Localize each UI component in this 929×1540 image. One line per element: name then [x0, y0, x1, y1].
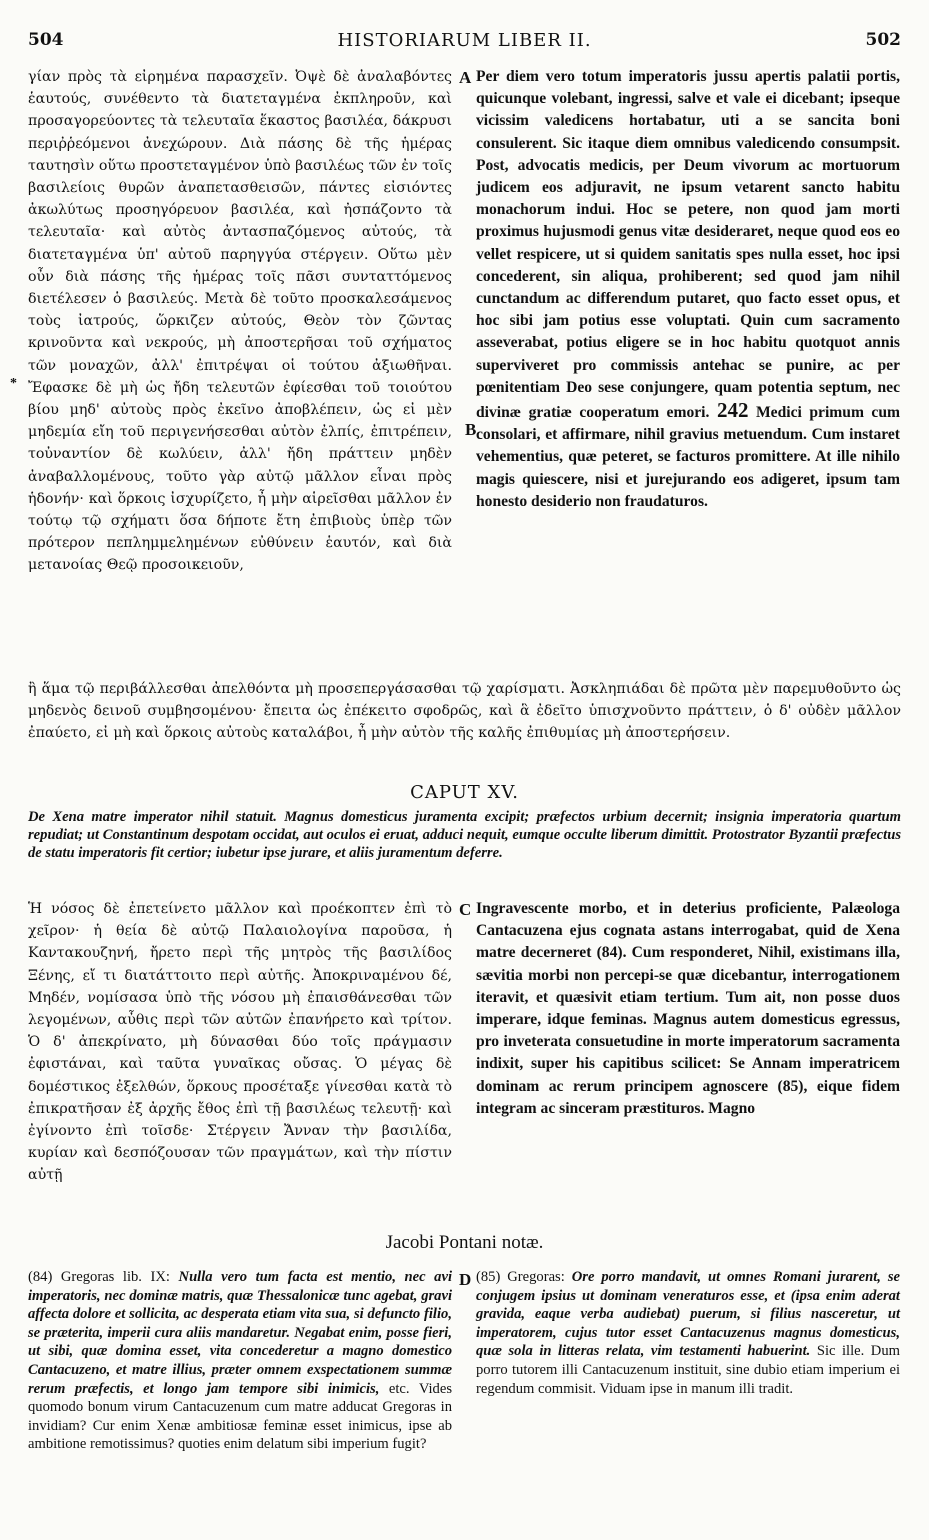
notes-column-left: [28, 1268, 452, 1454]
note-85-quote: Ore porro mandavit, ut omnes Romani jurarent, se conjugem ipsius ut dominam veneraturos esse, et (ipsa enim aderat gravida, eaque verba audiebat) puerum, si filius nasceretur, ut imperatorem, cujus tutor esset Cantacuzenus magnus domesticus, quæ sola in litteras relata, vim testamenti habuerint.: [476, 1269, 900, 1360]
note-84-quote: Nulla vero tum facta est mentio, nec avi imperatoris, nec dominæ matris, quæ Thessalonicæ tunc agebat, gravi affecta dolore et sollicita, ac desperata etiam vita sua, si defuncto filio, se præterita, imperii cura aliis mandaretur. Negabat enim, posse fieri, ut sibi, quæ domina esset, vita concederetur a magno domestico Cantacuzeno, et matre illius, præter omnem exspectationem summæ rerum præfectis, et longo jam tempore sibi inimicis,: [28, 1269, 452, 1397]
chapter-title: CAPUT XV.: [410, 782, 519, 803]
section-two-columns: [28, 898, 901, 1230]
right-page-number: 502: [865, 30, 901, 50]
latin-column-two: [476, 898, 900, 1120]
margin-mark-d: D: [459, 1270, 472, 1289]
chapter-block: [28, 782, 901, 882]
running-title: HISTORIARUM LIBER II.: [337, 30, 592, 51]
page-reference: 242: [716, 398, 749, 423]
greek-full-width-text: ἢ ἅμα τῷ περιβάλλεσθαι ἀπελθόντα μὴ προσεπεργάσασθαι τῷ χαρίσματι. Ἀσκληπιάδαι δὲ πρῶτα μὲν παρεμυθοῦντο ὡς μηδενὸς δεινοῦ συμβησομένου· ἔπειτα ὡς ἐπέκειτο σφοδρῶς, καὶ ἃ ἐδεῖτο ὑπισχνοῦντο πράττειν, ὁ δ' οὐδὲν μᾶλλον ἐπαύετο, εἰ μὴ καὶ ὅρκοις αὐτοὺς καταλάβοι, ἦ μὴν αὐτὸν τῆς καλῆς ἐπιθυμίας μὴ ἀποστερήσειν.: [28, 681, 901, 742]
running-header: [28, 30, 901, 54]
note-85-tail: Sic ille. Dum porro tutorem illi Cantacuzenum instituit, sine dubio etiam imperium ei regendum commisit. Viduam ipse in manum illi tradit.: [476, 1343, 900, 1397]
left-page-number: 504: [28, 30, 64, 50]
greek-full-width-block: [28, 678, 901, 745]
greek-column-one: [28, 66, 452, 577]
margin-mark-c: C: [459, 900, 472, 919]
latin-text-one-a: Per diem vero totum imperatoris jussu apertis palatii portis, quicunque volebant, ingressi, salve et vale ei dicebant; ipseque vicissim valedicens hortabatur, uti a se sancita boni consulerent. Sic itaque diem omnibus valedicendo consumpsit. Post, advocatis medicis, per Deum vivorum ac mortuorum judicem eos adjuravit, ne ipsum vetarent sancto habitu monachorum indui. Hoc se petere, non quod jam morti proximus hujusmodi genus vitæ desideraret, neque quod eos eo vellet respicere, ut si quidem sanitatis spes nulla esset, hoc ipsi concederent, sin aliqua, prohiberent; sed quod jam nihil cunctandum ac differendum putaret, quo facto esset opus, et hoc sibi jam potius esse voluptati. Quin cum sacramento asseverabat, potius eligere se in hoc habitu quotquot annis superviveret pro commissis antehac se punire, ac per pœnitentiam Deo sese conjungere, quam potentia septum, nec divinæ gratiæ cooperatum emori.: [476, 68, 900, 422]
margin-mark-a: A: [459, 68, 472, 87]
margin-mark-b: B: [465, 420, 477, 439]
note-85: [476, 1268, 900, 1398]
greek-text-two: Ἡ νόσος δὲ ἐπετείνετο μᾶλλον καὶ προέκοπτεν ἐπὶ τὸ χεῖρον· ἡ θεία δὲ αὐτῷ Παλαιολογίνα παροῦσα, ἡ Καντακουζηνή, ἤρετο περὶ τῆς μητρὸς τῆς βασιλίδος Ξένης, εἴ τι διατάττοιτο περὶ αὐτῆς. Ἀποκριναμένου δέ, Μηδέν, νομίσασα ὑπὸ τῆς νόσου μὴ ἐπαισθάνεσθαι τῶν λεγομένων, αὖθις περὶ τῶν αὐτῶν ἐπανήρετο καὶ τρίτον. Ὁ δ' ἀπεκρίνατο, μὴ δύνασθαι δύο τοῖς πράγμασιν ἐφιστάναι, καὶ ταῦτα γυναῖκας οὔσας. Ὁ μέγας δὲ δομέστικος ἐξελθών, ὅρκους προσέταξε γίνεσθαι κατὰ τὸ ἐπικρατῆσαν ἐξ ἀρχῆς ἔθος ἐπὶ τῇ βασιλέως τελευτῇ· καὶ ἐγίνοντο ἐπὶ τοῖσδε· Στέργειν Ἄνναν τὴν βασιλίδα, κυρίαν καὶ δεσπόζουσαν τῶν πραγμάτων, καὶ τὴν πίστιν αὐτῇ: [28, 901, 452, 1184]
greek-text-one: γίαν πρὸς τὰ εἰρημένα παρασχεῖν. Ὀψὲ δὲ ἀναλαβόντες ἑαυτούς, συνέθεντο τὰ διατεταγμένα ἐκπληροῦν, καὶ προσαγορεύοντες τὰ τελευταῖα ἕκαστος βασιλέα, δάκρυσι περιῤῥεόμενοι ἀνεχώρουν. Διὰ πάσης δὲ τῆς ἡμέρας ταυτησὶν οὕτω προστεταγμένον ὑπὸ βασιλέως τῶν ἐν τοῖς βασιλείοις θυρῶν ἀναπετασθεισῶν, πάντες εἰσιόντες ἀκωλύτως προσηγόρευον βασιλέα, καὶ ἠσπάζοντο τὰ τελευταῖα· καὶ αὐτὸς ἀντασπαζόμενος αὐτούς, τὰ διατεταγμένα ὑπ' αὐτοῦ παρηγγύα στέργειν. Οὕτω μὲν οὖν διὰ πάσης τῆς ἡμέρας τοῖς πᾶσι συνταττόμενος διετέλεσεν ὁ βασιλεύς. Μετὰ δὲ τοῦτο προσκαλεσάμενος τοὺς ἰατρούς, ὥρκιζεν αὐτούς, Θεὸν τὸν ζῶντας κρινοῦντα καὶ νεκρούς, μὴ ἀποστερῆσαι τοῦ σχήματος τῶν μοναχῶν, ἀλλ' ἐπιτρέψαι οἱ τούτου ἀξιωθῆναι. Ἔφασκε δὲ μὴ ὡς ἤδη τελευτῶν ἐφίεσθαι τοῦ τοιούτου βίου μηδ' αὐτοὺς πρὸς ἐκεῖνο ἀποβλέπειν, ὡς εἰ μὲν μηδεμία εἴη τοῦ περιγενήσεσθαι αὐτὸν ἐλπίς, ἐπιτρέπειν, τοὐναντίον δὲ κωλύειν, ἀλλ' ἤδη πράττειν μηδὲν ἀναβαλλομένους, τοῦτο γὰρ αὐτῷ μᾶλλον εἶναι πρὸς ἡδονήν· καὶ ὅρκοις ἰσχυρίζετο, ἦ μὴν αἱρεῖσθαι μᾶλλον ἐν τούτῳ τῷ σχήματι ὅσα δήποτε ἔτη ἐπιβιοὺς ὑπὲρ τῶν πρότερον πεπλημμελημένων εὐθύνειν ἑαυτόν, καὶ διὰ μετανοίας Θεῷ προσοικειοῦν,: [28, 69, 452, 574]
notes-column-right: [476, 1268, 900, 1398]
notes-block: [28, 1232, 901, 1532]
latin-column-one: [476, 66, 900, 513]
notes-title: Jacobi Pontani notæ.: [385, 1232, 544, 1253]
latin-text-one-b: Medici primum cum consolari, et affirmare, nihil gravius metuendum. Cum instaret vehementius, quæ peteret, se facturos promittere. At ille nihilo magis quiescere, nisi et jurejurando eos adigeret, ipsum tam honesto desiderio non fraudaturos.: [476, 404, 901, 510]
latin-text-one: [476, 66, 900, 513]
margin-mark-star: *: [10, 376, 17, 391]
note-85-label: (85) Gregoras:: [476, 1269, 565, 1285]
note-84-tail: etc. Vides quomodo bonum virum Cantacuzenum cum matre adducat Gregoras in invidiam? Cur enim Xenæ ambitiosæ feminæ esset inimicus, ipse ab ambitione remotissimus? quoties enim delatum sibi imperium fugit?: [28, 1380, 452, 1453]
chapter-summary: De Xena matre imperator nihil statuit. Magnus domesticus juramenta excipit; præfectos urbium decernit; insignia imperatoria quartum repudiat; ut Constantinum despotam occidat, aut oculos ei eruat, adduci nequit, eumque occulte liberum dimittit. Protostrator Byzantii præfectus de statu imperatoris fit certior; iubetur ipse jurare, et aliis juramentum deferre.: [28, 809, 901, 861]
note-84: [28, 1268, 452, 1454]
greek-column-two: [28, 898, 452, 1187]
section-one-columns: [10, 66, 901, 678]
note-84-label: (84) Gregoras lib. IX:: [28, 1269, 170, 1285]
latin-text-two: Ingravescente morbo, et in deterius proficiente, Palæologa Cantacuzena ejus cognata astans interrogabat, quid de Xena matre decerneret (84). Cum responderet, Nihil, existimans illa, sævitia morbi non percepi-se quæ dicebantur, interrogationem iteravit, et quæsivit etiam tertium. Tum ait, non posse duos imperare, idque feminas. Magnus autem domesticus egressus, pro inveterata consuetudine in morte imperatorum sacramenta indixit, super his capitibus scilicet: Se Annam imperatricem dominam ac rerum principem agnoscere (85), eique fidem integram ac sinceram præstituros. Magno: [476, 900, 900, 1117]
